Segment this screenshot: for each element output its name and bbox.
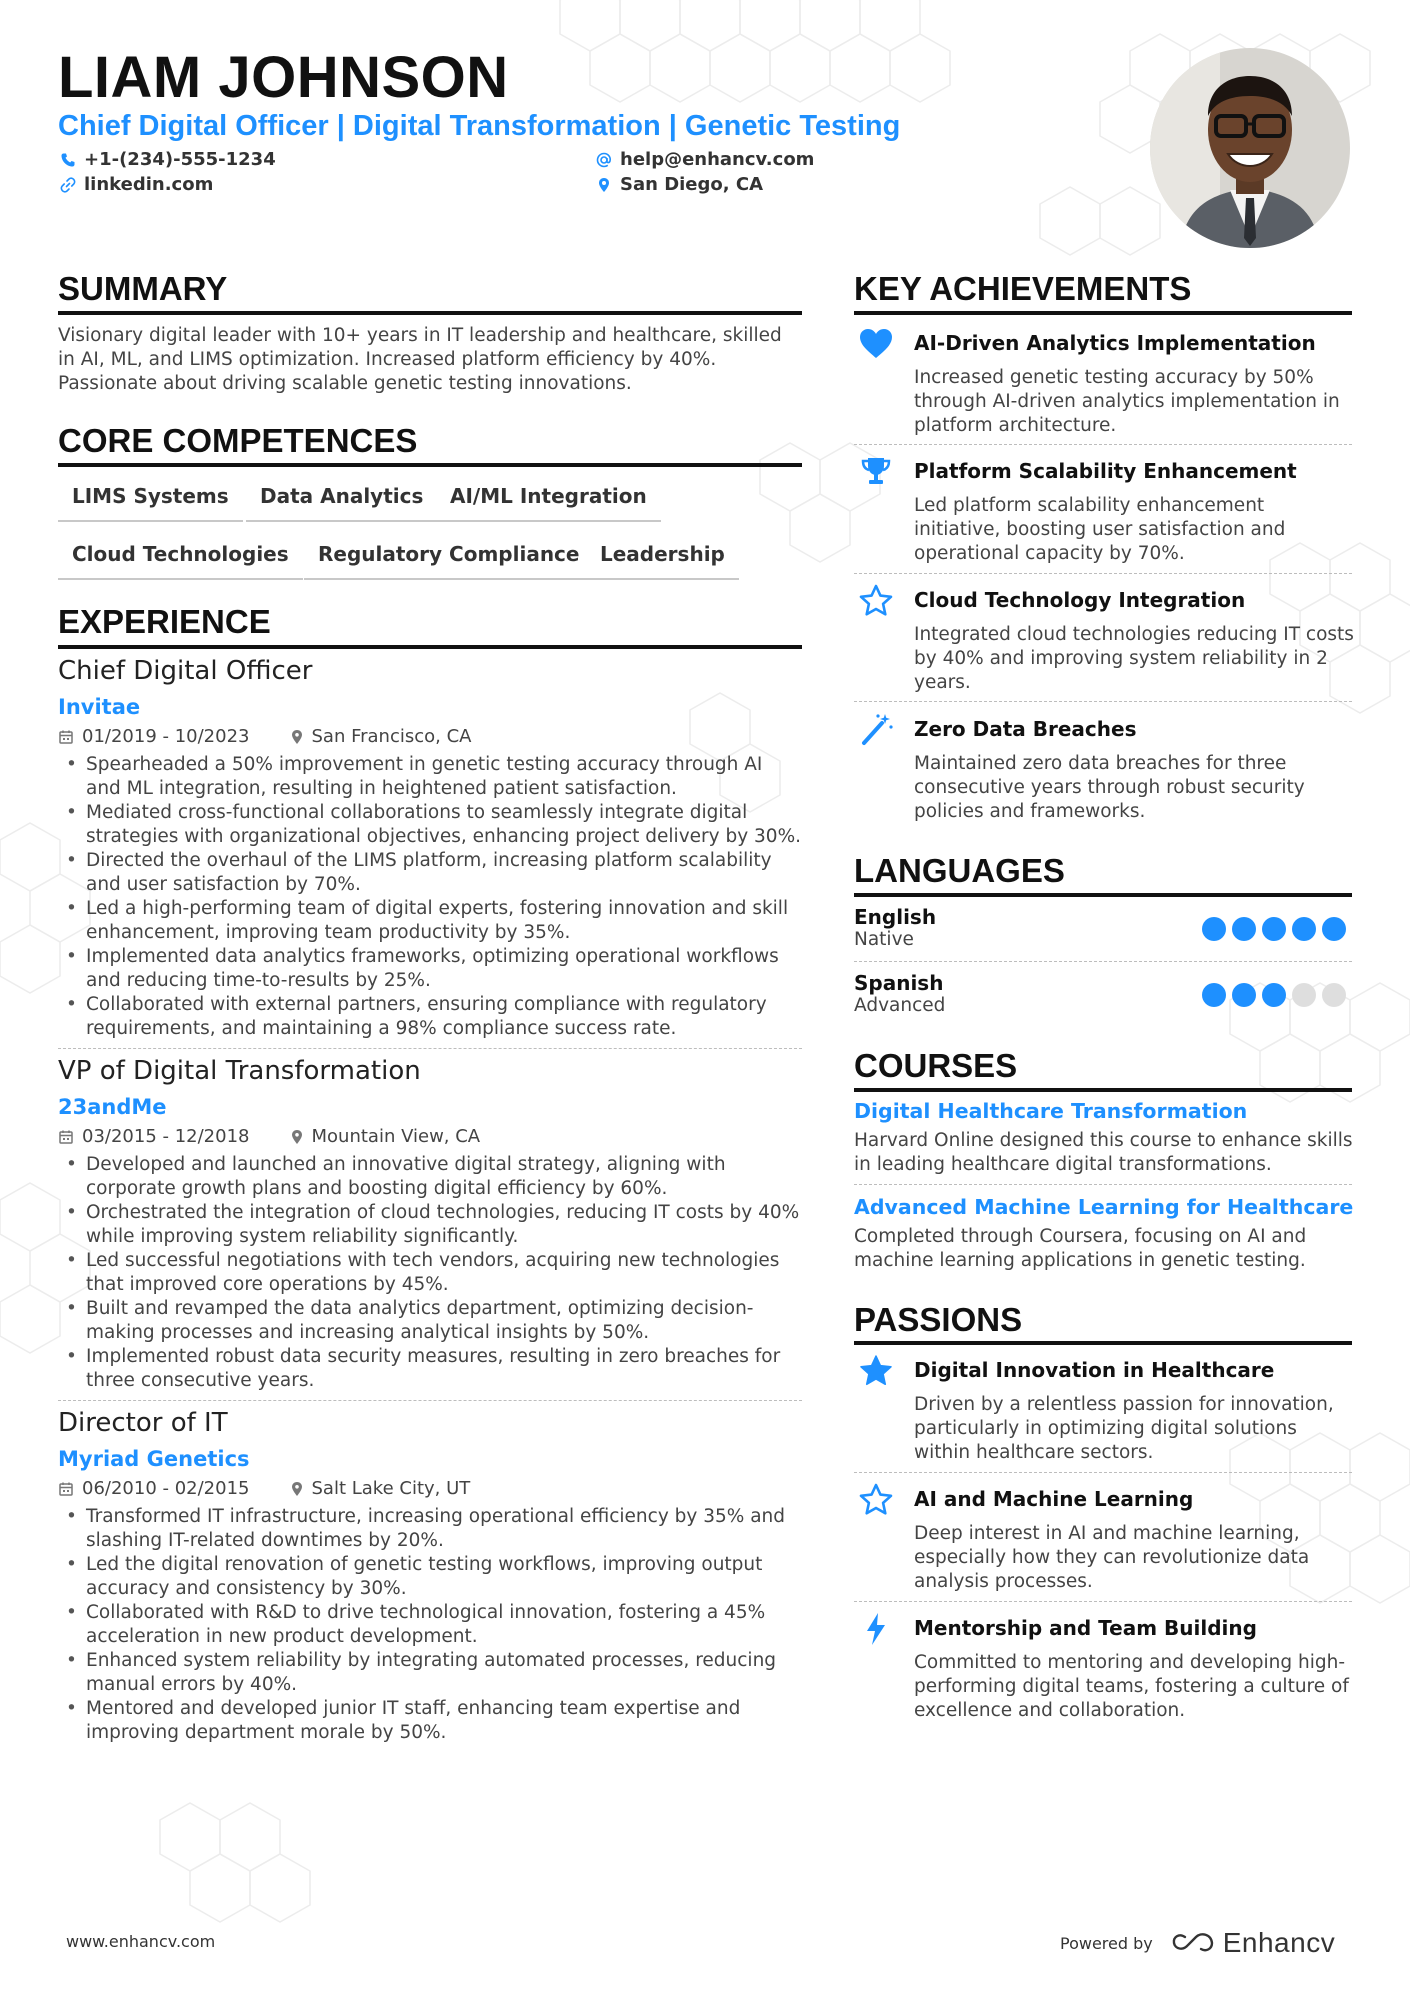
- footer-website[interactable]: www.enhancv.com: [66, 1932, 216, 1951]
- passion-title: AI and Machine Learning: [914, 1487, 1194, 1511]
- passion-separator: [854, 1601, 1352, 1602]
- enhancv-logo: [1171, 1927, 1335, 1959]
- course-text: Completed through Coursera, focusing on AI and machine learning applications in genetic testing.: [854, 1226, 1307, 1271]
- job-title: VP of Digital Transformation: [58, 1056, 421, 1086]
- job-bullets: [58, 1505, 803, 1745]
- job-bullet: • Collaborated with R&D to drive technological innovation, fostering a 45% acceleration in new product development.: [58, 1601, 803, 1649]
- location-pin-icon: [290, 729, 304, 745]
- job-bullets: [58, 753, 803, 1041]
- phone-contact[interactable]: [60, 149, 276, 170]
- location-pin-icon: [290, 1481, 304, 1497]
- language-level: Native: [854, 929, 914, 950]
- rating-dot-filled: [1232, 917, 1256, 941]
- course-title[interactable]: Digital Healthcare Transformation: [854, 1099, 1248, 1123]
- achievement-separator: [854, 701, 1352, 702]
- job-dates: 03/2015 - 12/2018: [82, 1126, 250, 1147]
- competence-chip: Data Analytics: [246, 484, 437, 522]
- job-bullet: • Directed the overhaul of the LIMS platform, increasing platform scalability and user satisfaction by 70%.: [58, 849, 803, 897]
- achievement-title: Cloud Technology Integration: [914, 588, 1246, 612]
- competences-divider: [58, 463, 802, 467]
- passion-title: Mentorship and Team Building: [914, 1616, 1257, 1640]
- competence-chip: LIMS Systems: [58, 484, 243, 522]
- achievement-separator: [854, 444, 1352, 445]
- language-separator: [854, 961, 1352, 962]
- languages-divider: [854, 893, 1352, 897]
- brand-name: Enhancv: [1222, 1927, 1336, 1958]
- rating-dot-filled: [1292, 917, 1316, 941]
- languages-heading: LANGUAGES: [854, 852, 1065, 889]
- job-bullet: • Mediated cross-functional collaborations to seamlessly integrate digital strategies with organizational objectives, enhancing project delivery by 30%.: [58, 801, 803, 849]
- linkedin-contact[interactable]: [60, 174, 213, 195]
- job-separator: [58, 1400, 802, 1401]
- summary-divider: [58, 311, 802, 315]
- job-bullet: • Implemented robust data security measures, resulting in zero breaches for three consecutive years.: [58, 1345, 803, 1393]
- candidate-name: LIAM JOHNSON: [58, 45, 509, 110]
- experience-divider: [58, 645, 802, 649]
- rating-dot-filled: [1202, 983, 1226, 1007]
- passion-text: Committed to mentoring and developing high-performing digital teams, fostering a culture of excellence and collaboration.: [914, 1652, 1349, 1721]
- rating-dot-filled: [1322, 917, 1346, 941]
- job-bullet: • Built and revamped the data analytics department, optimizing decision-making processes and increasing analytical insights by 50%.: [58, 1297, 803, 1345]
- job-bullet: • Mentored and developed junior IT staff, enhancing team expertise and improving department morale by 50%.: [58, 1697, 803, 1745]
- course-title[interactable]: Advanced Machine Learning for Healthcare: [854, 1195, 1354, 1219]
- job-location: Salt Lake City, UT: [311, 1478, 471, 1499]
- candidate-headline: Chief Digital Officer | Digital Transformation | Genetic Testing: [58, 110, 901, 142]
- passion-text: Deep interest in AI and machine learning, especially how they can revolutionize data analysis processes.: [914, 1523, 1310, 1592]
- achievement-text: Increased genetic testing accuracy by 50% through AI-driven analytics implementation in platform architecture.: [914, 367, 1340, 436]
- job-location: Mountain View, CA: [311, 1126, 481, 1147]
- competence-chip: Leadership: [586, 542, 739, 580]
- job-bullet: • Collaborated with external partners, ensuring compliance with regulatory requirements, and maintaining a 98% compliance success rate.: [58, 993, 803, 1041]
- job-dates: 06/2010 - 02/2015: [82, 1478, 250, 1499]
- competence-chip: Cloud Technologies: [58, 542, 303, 580]
- language-rating: [1202, 917, 1346, 941]
- job-title: Director of IT: [58, 1408, 228, 1438]
- course-text: Harvard Online designed this course to enhance skills in leading healthcare digital transformations.: [854, 1130, 1353, 1175]
- job-location: San Francisco, CA: [311, 726, 472, 747]
- passions-heading: PASSIONS: [854, 1301, 1023, 1338]
- star-outline-icon: [858, 583, 894, 619]
- language-rating: [1202, 983, 1346, 1007]
- course-separator: [854, 1184, 1352, 1185]
- link-icon: [60, 177, 76, 193]
- star-outline-icon: [858, 1482, 894, 1518]
- job-meta: [58, 1478, 470, 1499]
- footer-brand[interactable]: [1060, 1927, 1335, 1959]
- passions-divider: [854, 1341, 1352, 1345]
- calendar-icon: [58, 1129, 74, 1145]
- heart-icon: [858, 326, 894, 362]
- passion-text: Driven by a relentless passion for innovation, particularly in optimizing digital solutions within healthcare sectors.: [914, 1394, 1334, 1463]
- experience-heading: EXPERIENCE: [58, 603, 271, 640]
- at-sign-icon: [596, 152, 612, 168]
- achievement-title: Platform Scalability Enhancement: [914, 459, 1297, 483]
- competences-heading: CORE COMPETENCES: [58, 422, 418, 459]
- job-bullet: • Spearheaded a 50% improvement in genetic testing accuracy through AI and ML integration, resulting in heightened patient satisfaction.: [58, 753, 803, 801]
- job-bullets: [58, 1153, 803, 1393]
- star-filled-icon: [858, 1353, 894, 1389]
- job-title: Chief Digital Officer: [58, 656, 313, 686]
- company-name[interactable]: Invitae: [58, 695, 141, 719]
- calendar-icon: [58, 729, 74, 745]
- phone-icon: [60, 152, 76, 168]
- courses-divider: [854, 1088, 1352, 1092]
- calendar-icon: [58, 1481, 74, 1497]
- job-separator: [58, 1048, 802, 1049]
- achievement-title: AI-Driven Analytics Implementation: [914, 331, 1316, 355]
- achievement-separator: [854, 573, 1352, 574]
- summary-heading: SUMMARY: [58, 270, 228, 307]
- rating-dot-filled: [1232, 983, 1256, 1007]
- job-meta: [58, 726, 471, 747]
- linkedin-text: linkedin.com: [84, 174, 214, 195]
- email-contact[interactable]: [596, 149, 814, 170]
- profile-photo: [1150, 48, 1350, 248]
- company-name[interactable]: Myriad Genetics: [58, 1447, 250, 1471]
- language-level: Advanced: [854, 995, 946, 1016]
- lightning-icon: [858, 1611, 894, 1647]
- job-bullet: • Led successful negotiations with tech vendors, acquiring new technologies that improved core operations by 45%.: [58, 1249, 803, 1297]
- job-meta: [58, 1126, 480, 1147]
- rating-dot-empty: [1292, 983, 1316, 1007]
- rating-dot-filled: [1202, 917, 1226, 941]
- avatar: [1150, 48, 1350, 248]
- rating-dot-filled: [1262, 983, 1286, 1007]
- email-text: help@enhancv.com: [620, 149, 815, 170]
- phone-text: +1-(234)-555-1234: [84, 149, 276, 170]
- summary-text: Visionary digital leader with 10+ years in IT leadership and healthcare, skilled in AI, ML, and LIMS optimization. Increased platform efficiency by 40%. Passionate about driving scalable genetic testing innovations.: [58, 325, 782, 394]
- location-contact: [596, 174, 763, 195]
- rating-dot-empty: [1322, 983, 1346, 1007]
- job-bullet: • Implemented data analytics frameworks, optimizing operational workflows and reducing time-to-results by 25%.: [58, 945, 803, 993]
- job-dates: 01/2019 - 10/2023: [82, 726, 250, 747]
- magic-wand-icon: [858, 711, 894, 747]
- trophy-icon: [858, 454, 894, 490]
- passion-title: Digital Innovation in Healthcare: [914, 1358, 1275, 1382]
- job-bullet: • Led a high-performing team of digital experts, fostering innovation and skill enhancement, improving team productivity by 35%.: [58, 897, 803, 945]
- achievement-title: Zero Data Breaches: [914, 717, 1137, 741]
- job-bullet: • Transformed IT infrastructure, increasing operational efficiency by 35% and slashing IT-related downtimes by 20%.: [58, 1505, 803, 1553]
- language-name: Spanish: [854, 971, 944, 995]
- rating-dot-filled: [1262, 917, 1286, 941]
- courses-heading: COURSES: [854, 1047, 1018, 1084]
- achievements-heading: KEY ACHIEVEMENTS: [854, 270, 1192, 307]
- job-bullet: • Developed and launched an innovative digital strategy, aligning with corporate growth plans and boosting digital efficiency by 60%.: [58, 1153, 803, 1201]
- achievement-text: Led platform scalability enhancement initiative, boosting user satisfaction and operational capacity by 70%.: [914, 495, 1286, 564]
- job-bullet: • Enhanced system reliability by integrating automated processes, reducing manual errors by 40%.: [58, 1649, 803, 1697]
- passion-separator: [854, 1472, 1352, 1473]
- location-text: San Diego, CA: [620, 174, 764, 195]
- achievement-text: Maintained zero data breaches for three consecutive years through robust security policies and frameworks.: [914, 753, 1305, 822]
- competence-chip: AI/ML Integration: [436, 484, 661, 522]
- enhancv-logo-icon: [1171, 1931, 1215, 1955]
- job-bullet: • Led the digital renovation of genetic testing workflows, improving output accuracy and consistency by 30%.: [58, 1553, 803, 1601]
- language-name: English: [854, 905, 937, 929]
- location-pin-icon: [290, 1129, 304, 1145]
- competence-chip: Regulatory Compliance: [304, 542, 593, 580]
- achievement-text: Integrated cloud technologies reducing IT costs by 40% and improving system reliability in 2 years.: [914, 624, 1354, 693]
- company-name[interactable]: 23andMe: [58, 1095, 167, 1119]
- achievements-divider: [854, 311, 1352, 315]
- location-pin-icon: [596, 177, 612, 193]
- powered-by-label: Powered by: [1060, 1933, 1153, 1953]
- job-bullet: • Orchestrated the integration of cloud technologies, reducing IT costs by 40% while improving system reliability significantly.: [58, 1201, 803, 1249]
